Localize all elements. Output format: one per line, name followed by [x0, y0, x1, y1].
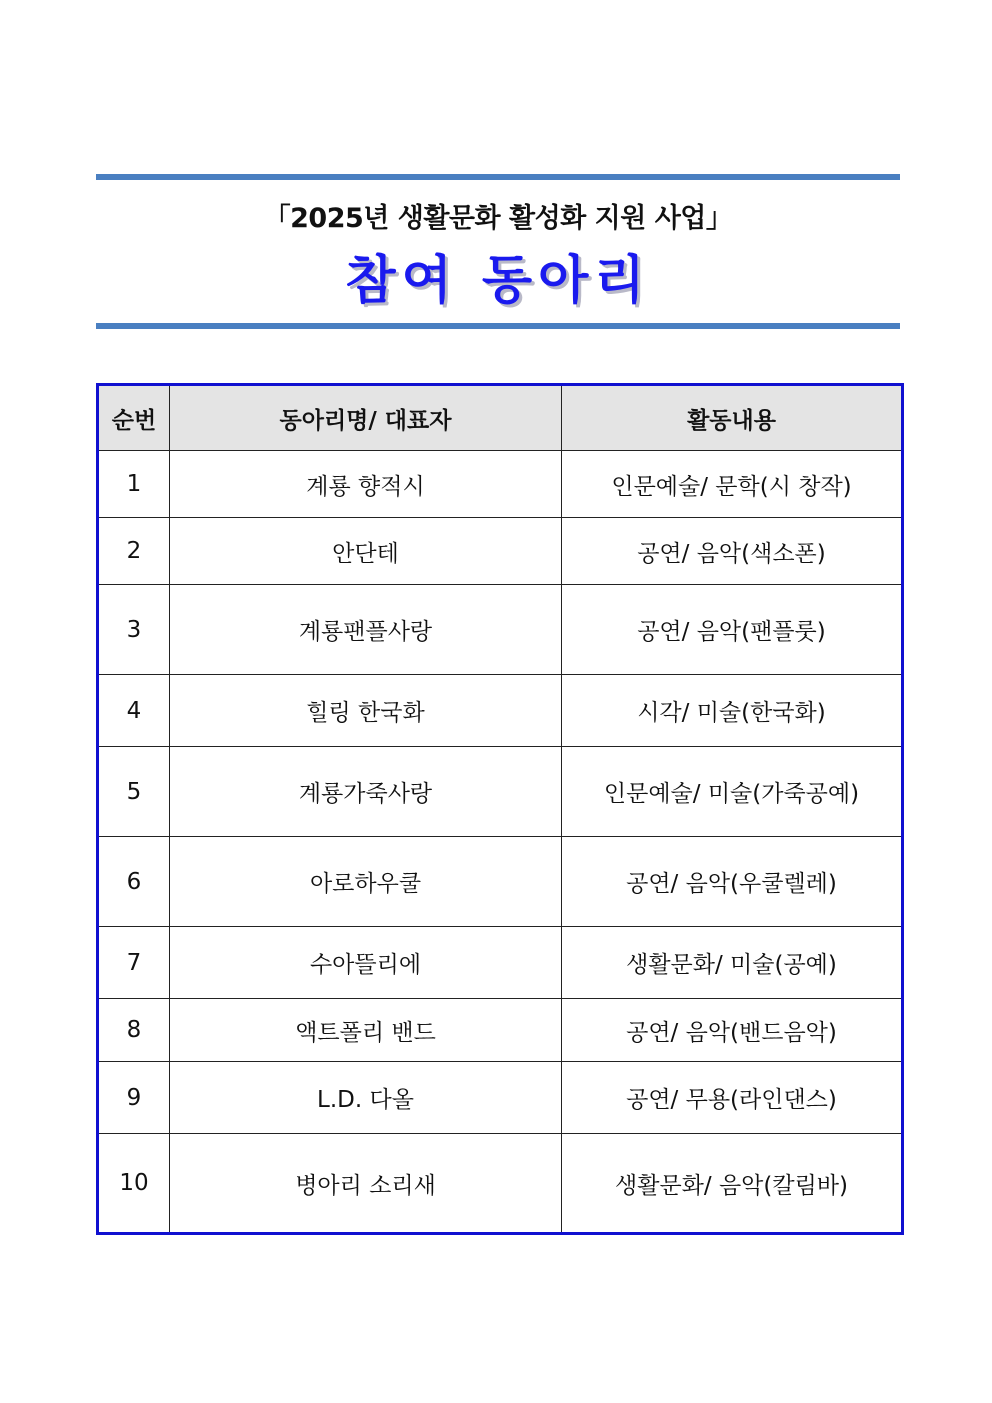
top-divider: [96, 174, 900, 180]
table-row: [98, 1134, 903, 1234]
table-row: [98, 1062, 903, 1134]
cell-name: 액트폴리 밴드: [170, 999, 562, 1062]
column-header-activity: 활동내용: [562, 385, 903, 451]
table-row: [98, 999, 903, 1062]
cell-activity: 생활문화/ 미술(공예): [562, 927, 903, 999]
column-header-name: 동아리명/ 대표자: [170, 385, 562, 451]
cell-activity: 공연/ 음악(색소폰): [562, 518, 903, 585]
cell-no: 5: [98, 747, 170, 837]
table-header-row: [98, 385, 903, 451]
cell-activity: 공연/ 음악(우쿨렐레): [562, 837, 903, 927]
cell-name: 힐링 한국화: [170, 675, 562, 747]
cell-name: 병아리 소리새: [170, 1134, 562, 1234]
column-header-no: 순번: [98, 385, 170, 451]
cell-activity: 인문예술/ 미술(가죽공예): [562, 747, 903, 837]
cell-no: 2: [98, 518, 170, 585]
table-row: [98, 585, 903, 675]
page-title: 참여 동아리: [345, 251, 651, 311]
cell-activity: 공연/ 음악(밴드음악): [562, 999, 903, 1062]
table-row: [98, 927, 903, 999]
cell-activity: 시각/ 미술(한국화): [562, 675, 903, 747]
table-row: [98, 451, 903, 518]
cell-no: 6: [98, 837, 170, 927]
cell-name: 아로하우쿨: [170, 837, 562, 927]
cell-activity: 생활문화/ 음악(칼림바): [562, 1134, 903, 1234]
cell-no: 10: [98, 1134, 170, 1234]
cell-name: 안단테: [170, 518, 562, 585]
cell-activity: 공연/ 무용(라인댄스): [562, 1062, 903, 1134]
table-row: [98, 837, 903, 927]
cell-no: 9: [98, 1062, 170, 1134]
cell-name: L.D. 다올: [170, 1062, 562, 1134]
page-subtitle: 「2025년 생활문화 활성화 지원 사업」: [263, 203, 733, 234]
cell-name: 계룡팬플사랑: [170, 585, 562, 675]
bottom-divider: [96, 323, 900, 329]
cell-activity: 인문예술/ 문학(시 창작): [562, 451, 903, 518]
cell-name: 계룡가죽사랑: [170, 747, 562, 837]
cell-no: 3: [98, 585, 170, 675]
table-row: [98, 747, 903, 837]
cell-no: 1: [98, 451, 170, 518]
table-row: [98, 675, 903, 747]
table-row: [98, 518, 903, 585]
cell-name: 계룡 향적시: [170, 451, 562, 518]
cell-no: 8: [98, 999, 170, 1062]
cell-no: 4: [98, 675, 170, 747]
cell-no: 7: [98, 927, 170, 999]
cell-activity: 공연/ 음악(팬플룻): [562, 585, 903, 675]
clubs-table: [96, 383, 904, 1235]
cell-name: 수아뜰리에: [170, 927, 562, 999]
